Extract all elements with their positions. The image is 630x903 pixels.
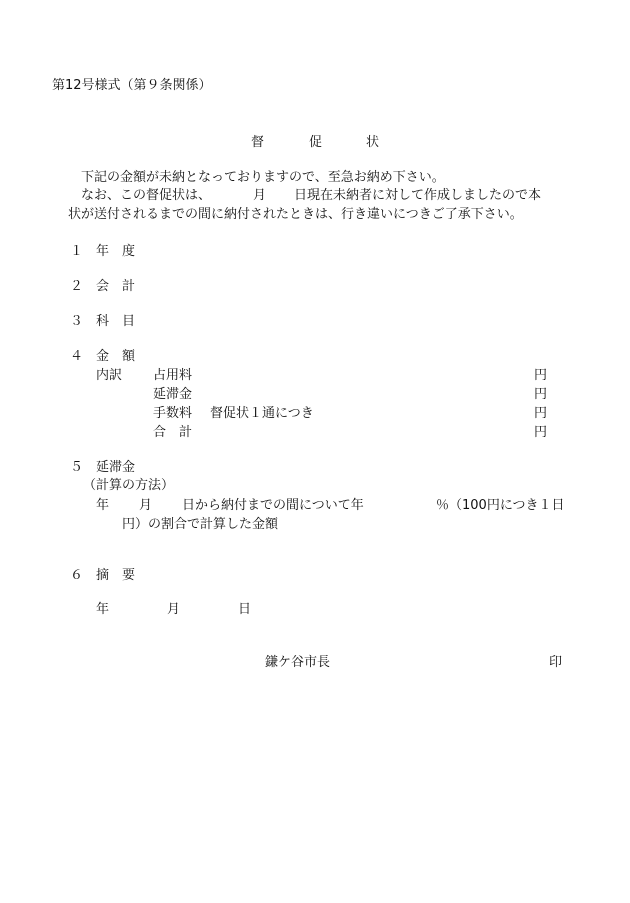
title-char-2: 促 [309,135,323,150]
amount-row-3-name: 手数料 [153,406,193,421]
item-2-number: ２ [70,279,84,294]
item-6-number: ６ [70,568,84,583]
item-5-label: 延滞金 [96,460,136,475]
title-char-3: 状 [366,135,380,150]
item-4-label: 金 額 [96,349,136,364]
amount-row-1-name: 占用料 [153,368,193,383]
date-month: 月 [167,602,181,617]
late-fee-line-2: 円）の割合で計算した金額 [122,517,279,532]
calc-method-label: （計算の方法） [83,478,175,493]
amount-row-2-name: 延滞金 [153,387,193,402]
item-5-number: ５ [70,460,84,475]
late-fee-month: 月 [139,498,153,513]
item-3-label: 科 目 [96,314,136,329]
intro-line-2-month: 月 [253,188,267,203]
item-2-label: 会 計 [96,279,136,294]
form-number-label: 第12号様式（第９条関係） [52,78,212,93]
late-fee-day-text: 日から納付までの間について年 [182,498,364,513]
intro-line-2a: なお、この督促状は、 [81,188,212,203]
intro-line-1: 下記の金額が未納となっておりますので、至急お納め下さい。 [81,170,445,185]
late-fee-rate-text: ％（100円につき１日 [436,498,565,513]
amount-row-3-note: 督促状１通につき [210,406,314,421]
title-char-1: 督 [251,135,265,150]
amount-row-1-unit: 円 [534,368,548,383]
amount-row-4-unit: 円 [534,425,548,440]
date-day: 日 [238,602,252,617]
item-1-number: １ [70,244,84,259]
amount-row-4-name: 合 計 [153,425,193,440]
issuer-name: 鎌ケ谷市長 [265,655,331,670]
breakdown-label: 内訳 [96,368,123,383]
date-year: 年 [96,602,110,617]
intro-line-3: 状が送付されるまでの間に納付されたときは、行き違いにつきご了承下さい。 [68,207,523,222]
seal-mark: 印 [549,655,563,670]
amount-row-3-unit: 円 [534,406,548,421]
item-3-number: ３ [70,314,84,329]
amount-row-2-unit: 円 [534,387,548,402]
item-4-number: ４ [70,349,84,364]
item-1-label: 年 度 [96,244,136,259]
item-6-label: 摘 要 [96,568,136,583]
intro-line-2b: 日現在未納者に対して作成しましたので本 [294,188,542,203]
late-fee-year: 年 [96,498,110,513]
